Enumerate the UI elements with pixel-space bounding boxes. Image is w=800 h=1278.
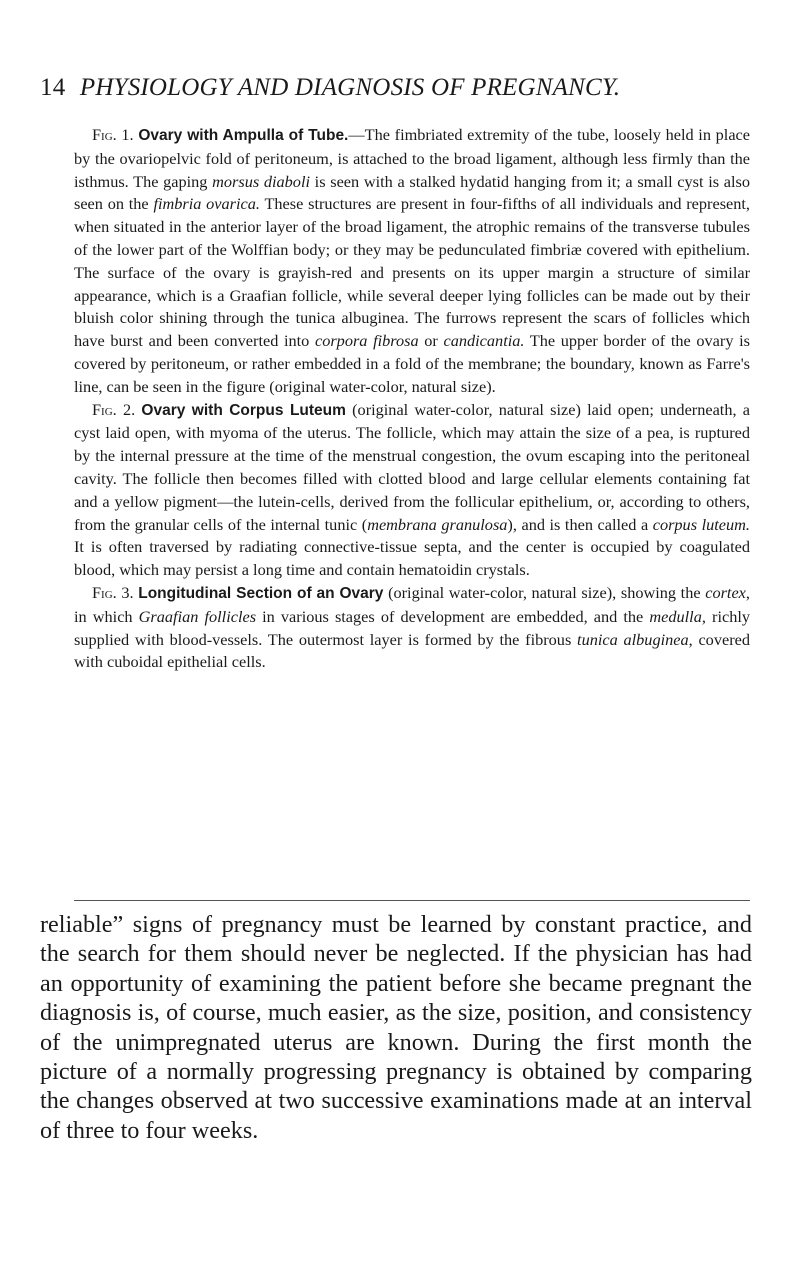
italic-term: cortex [705, 582, 746, 602]
italic-term: membrana granulosa [367, 514, 508, 534]
caption-text: , richly supplied with blood-vessels. The outermost layer is formed by the fibrous [74, 606, 750, 649]
caption-fig-2 [74, 399, 750, 582]
caption-text: It is often traversed by radiating connective-tissue septa, and the center is occupied by coagulated blood, which may persist a long time and contain hematoidin crystals. [74, 537, 750, 580]
caption-heading: Longitudinal Section of an Ovary [138, 584, 384, 602]
body-text [40, 910, 752, 1145]
caption-text: or [418, 331, 444, 351]
caption-heading: Ovary with Corpus Luteum [141, 401, 346, 419]
running-header [40, 74, 760, 102]
running-title: PHYSIOLOGY AND DIAGNOSIS OF PREGNANCY. [79, 74, 621, 101]
section-divider [74, 900, 750, 901]
caption-text: (original water-color, natural size) laid open; underneath, a cyst laid open, with myoma of the uterus. The follicle, which may attain the size of a pea, is ruptured by the internal pressure at the time of the menstrual congestion, the ovum escaping into the peritoneal cavity. The follicle then becomes filled with clotted blood and large cellular elements containing fat and a yellow pigment—the lutein-cells, derived from the follicular epithelium, or, according to others, from the granular cells of the internal tunic ( [74, 399, 750, 534]
caption-text: —The fimbriated extremity of the tube, loosely held in place by the ovariopelvic fold of peritoneum, is attached to the broad ligament, although less firmly than the isthmus. The gaping [74, 125, 750, 191]
caption-text: is seen with a stalked hydatid hanging from it; a small cyst is also seen on the [74, 171, 750, 214]
italic-term: tunica albuginea [577, 629, 689, 649]
caption-text: (original water-color, natural size), showing the [383, 582, 706, 602]
caption-text: These structures are present in four-fifths of all individuals and represent, when situated in the anterior layer of the broad ligament, the atrophic remains of the transverse tubules of the lower part of the Wolffian body; or they may be pedunculated fimbriæ covered with epithelium. The surface of the ovary is grayish-red and presents on its upper margin a structure of similar appearance, which is a Graafian follicle, while several deeper lying follicles can be made out by their bluish color shining through the tunica albuginea. The furrows represent the scars of follicles which have burst and been converted into [74, 194, 750, 351]
caption-text: The upper border of the ovary is covered by peritoneum, or rather embedded in a fold of the membrane; the boundary, known as Farre's line, can be seen in the figure (original water-color, natural size). [74, 331, 750, 396]
caption-fig-1 [74, 124, 750, 399]
italic-term: fimbria ovarica. [153, 194, 260, 214]
page-number: 14 [40, 74, 66, 101]
body-paragraph: reliable” signs of pregnancy must be learned by constant practice, and the search for them should never be neglected. If the physician has had an opportunity of examining the patient before she became pregnant the diagnosis is, of course, much easier, as the size, position, and consistency of the unimpregnated uterus are known. During the first month the picture of a normally progressing pregnancy is obtained by comparing the changes observed at two successive examinations made at an interval of three to four weeks. [40, 911, 752, 1144]
caption-body [74, 125, 750, 396]
caption-label: Fig. 1. [92, 125, 134, 144]
italic-term: morsus diaboli [212, 171, 310, 191]
italic-term: medulla [649, 606, 702, 626]
caption-text: , covered with cuboidal epithelial cells. [74, 629, 750, 672]
italic-term: corpus luteum. [652, 514, 750, 534]
caption-label: Fig. 2. [92, 399, 136, 419]
caption-text: , in which [74, 582, 750, 626]
caption-body [74, 400, 750, 580]
figure-captions [74, 124, 750, 674]
caption-heading: Ovary with Ampulla of Tube. [138, 127, 349, 144]
italic-term: corpora fibrosa [314, 331, 419, 351]
caption-label: Fig. 3. [92, 582, 134, 602]
caption-text: ), and is then called a [507, 514, 653, 534]
caption-text: in various stages of development are embedded, and the [256, 606, 650, 626]
italic-term: Graafian follicles [138, 606, 257, 626]
caption-fig-3 [74, 582, 750, 674]
italic-term: candicantia. [443, 331, 525, 351]
